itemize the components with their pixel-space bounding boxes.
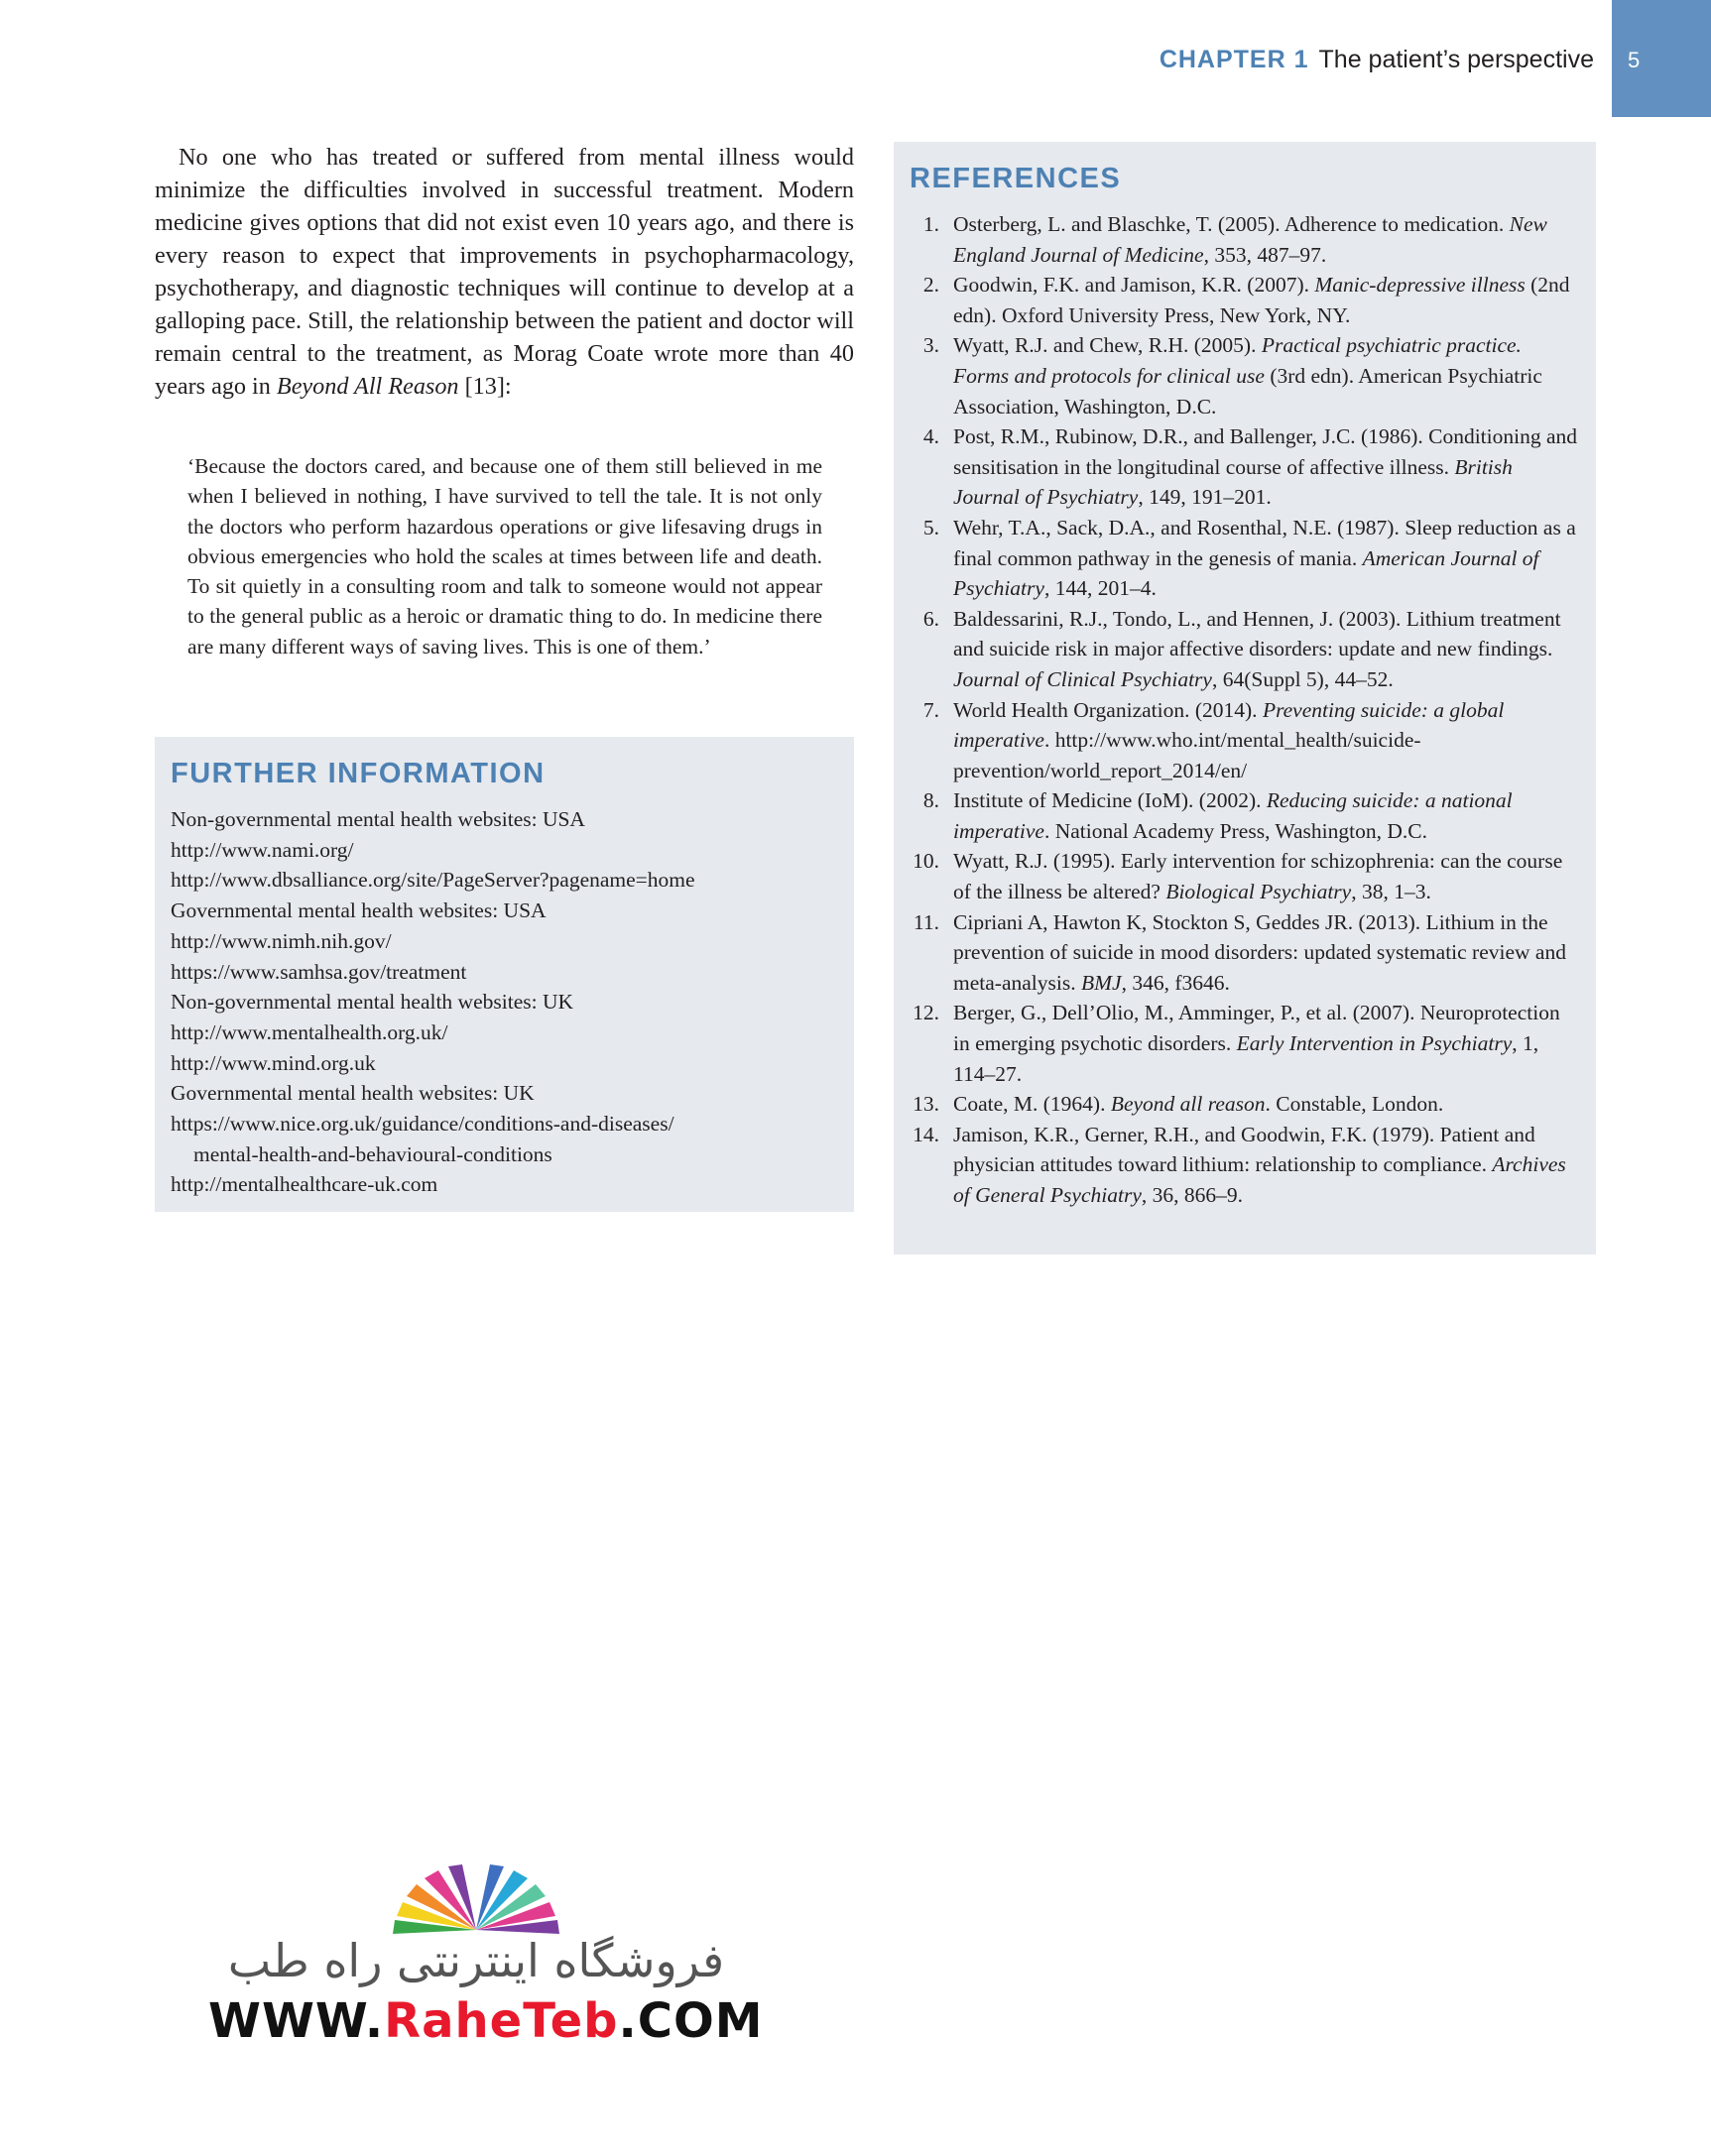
watermark-url-prefix: WWW. — [208, 1993, 385, 2049]
reference-source: British Journal of Psychiatry — [953, 454, 1513, 510]
reference-text: Post, R.M., Rubinow, D.R., and Ballenger, J.C. (1986). Conditioning and sensitisation in the longitudinal course of affective illness. — [953, 424, 1578, 479]
further-information-line[interactable]: http://www.dbsalliance.org/site/PageServer?pagename=home — [171, 868, 695, 893]
further-information-line: mental-health-and-behavioural-conditions — [193, 1141, 552, 1166]
watermark-url-suffix: .COM — [618, 1993, 764, 2049]
reference-details: , 149, 191–201. — [1138, 485, 1272, 510]
reference-text: Wyatt, R.J. and Chew, R.H. (2005). — [953, 333, 1262, 358]
reference-item — [910, 330, 1580, 421]
reference-source: Preventing suicide: a global imperative — [953, 697, 1505, 753]
reference-item — [910, 1089, 1580, 1120]
reference-item — [910, 604, 1580, 695]
block-quote: ‘Because the doctors cared, and because one of them still believed in me when I believed in nothing, I have survived to tell the tale. It is not only the doctors who perform hazardous operations or give lifesaving drugs in obvious emergencies who hold the scales at times between life and death. To sit quietly in a consulting room and talk to someone would not appear to the general public as a heroic or dramatic thing to do. In medicine there are many different ways of saving lives. This is one of them.’ — [187, 454, 822, 659]
body-paragraph-book-title: Beyond All Reason — [276, 373, 459, 400]
reference-item — [910, 421, 1580, 513]
reference-item — [910, 513, 1580, 604]
reference-source: BMJ — [1080, 970, 1122, 995]
reference-number: 2. — [922, 273, 939, 298]
reference-text: Coate, M. (1964). — [953, 1092, 1111, 1117]
further-information-line[interactable]: http://www.nami.org/ — [171, 837, 354, 862]
reference-details: , 144, 201–4. — [1043, 576, 1157, 601]
further-information-line[interactable]: http://www.mind.org.uk — [171, 1050, 376, 1075]
reference-source: Early Intervention in Psychiatry — [1236, 1031, 1513, 1056]
reference-text: Wyatt, R.J. (1995). Early intervention for schizophrenia: can the course of the illness be altered? — [953, 849, 1563, 904]
chapter-label: CHAPTER 1 — [1159, 46, 1309, 73]
page-number: 5 — [1628, 48, 1641, 72]
reference-item — [910, 1120, 1580, 1211]
reference-text: Berger, G., Dell’Olio, M., Amminger, P., et al. (2007). Neuroprotection in emerging psychotic disorders. — [953, 1001, 1560, 1056]
watermark-persian-text: فروشگاه اینترنتی راه طب — [227, 1934, 725, 1987]
reference-item — [910, 270, 1580, 330]
reference-details: , 346, f3646. — [1121, 970, 1230, 995]
reference-number: 12. — [913, 1001, 939, 1025]
reference-source: Reducing suicide: a national imperative — [953, 788, 1513, 843]
reference-details: , 353, 487–97. — [1203, 242, 1327, 267]
further-information-line[interactable]: http://www.nimh.nih.gov/ — [171, 928, 392, 953]
further-information-line[interactable]: http://www.mentalhealth.org.uk/ — [171, 1019, 448, 1044]
reference-number: 14. — [913, 1122, 939, 1146]
reference-number: 13. — [913, 1092, 939, 1117]
reference-number: 5. — [922, 515, 939, 539]
running-header — [1160, 42, 1594, 77]
reference-details: (2nd edn). Oxford University Press, New York, NY. — [953, 273, 1570, 327]
reference-item — [910, 846, 1580, 906]
reference-text: World Health Organization. (2014). — [953, 697, 1263, 722]
references-list — [910, 209, 1580, 1211]
reference-number: 3. — [922, 333, 939, 358]
reference-source: New England Journal of Medicine — [953, 212, 1547, 267]
reference-text: Cipriani A, Hawton K, Stockton S, Geddes JR. (2013). Lithium in the prevention of suicide in mood disorders: updated systematic review and meta-analysis. — [953, 909, 1566, 995]
reference-number: 6. — [922, 606, 939, 631]
reference-source: American Journal of Psychiatry — [953, 545, 1539, 601]
further-information-line: Non-governmental mental health websites: UK — [171, 990, 574, 1015]
further-information-line[interactable]: http://mentalhealthcare-uk.com — [171, 1172, 438, 1197]
watermark-logo — [208, 1845, 764, 2083]
reference-details: (3rd edn). American Psychiatric Association, Washington, D.C. — [953, 363, 1542, 419]
further-information-line[interactable]: https://www.nice.org.uk/guidance/conditions-and-diseases/ — [171, 1112, 674, 1137]
further-information-box — [155, 737, 854, 1212]
reference-text: Osterberg, L. and Blaschke, T. (2005). Adherence to medication. — [953, 212, 1510, 236]
open-book-logo-icon — [208, 1845, 744, 1934]
reference-details: , 64(Suppl 5), 44–52. — [1211, 666, 1394, 691]
references-heading: REFERENCES — [910, 163, 1122, 194]
reference-item — [910, 209, 1580, 270]
reference-item — [910, 907, 1580, 999]
reference-source: Manic-depressive illness — [1314, 273, 1526, 298]
reference-item — [910, 998, 1580, 1089]
further-information-list — [171, 804, 838, 1200]
reference-text: Jamison, K.R., Gerner, R.H., and Goodwin, F.K. (1979). Patient and physician attitudes toward lithium: relationship to compliance. — [953, 1122, 1535, 1177]
reference-number: 11. — [913, 909, 939, 934]
watermark-url-brand: RaheTeb — [384, 1993, 619, 2049]
reference-details: . National Academy Press, Washington, D.C. — [1043, 818, 1427, 843]
reference-item — [910, 785, 1580, 846]
reference-details: . http://www.who.int/mental_health/suicide-prevention/world_report_2014/en/ — [953, 728, 1421, 782]
reference-source: Beyond all reason — [1110, 1092, 1266, 1117]
reference-number: 1. — [922, 212, 939, 236]
body-paragraph — [155, 141, 854, 403]
reference-source: Archives of General Psychiatry — [953, 1152, 1566, 1207]
reference-details: , 38, 1–3. — [1351, 880, 1431, 904]
reference-source: Biological Psychiatry — [1165, 880, 1352, 904]
reference-number: 4. — [922, 424, 939, 449]
reference-number: 7. — [922, 697, 939, 722]
reference-text: Goodwin, F.K. and Jamison, K.R. (2007). — [953, 273, 1315, 298]
further-information-line: Governmental mental health websites: UK — [171, 1081, 535, 1106]
reference-text: Baldessarini, R.J., Tondo, L., and Hennen, J. (2003). Lithium treatment and suicide risk in major affective disorders: update and new findings. — [953, 606, 1561, 661]
further-information-line[interactable]: https://www.samhsa.gov/treatment — [171, 959, 467, 984]
reference-details: , 1, 114–27. — [953, 1031, 1539, 1086]
reference-text: Wehr, T.A., Sack, D.A., and Rosenthal, N.E. (1987). Sleep reduction as a final common pathway in the genesis of mania. — [953, 515, 1576, 570]
page-number-tab — [1612, 0, 1711, 117]
reference-source: Journal of Clinical Psychiatry — [953, 666, 1212, 691]
reference-text: Institute of Medicine (IoM). (2002). — [953, 788, 1267, 813]
further-information-line: Non-governmental mental health websites: USA — [171, 807, 585, 831]
references-box — [894, 142, 1596, 1255]
further-information-heading: FURTHER INFORMATION — [171, 758, 546, 789]
reference-details: . Constable, London. — [1265, 1092, 1444, 1117]
watermark-url — [208, 1993, 764, 2049]
reference-source: Practical psychiatric practice. Forms and protocols for clinical use — [953, 333, 1522, 388]
reference-number: 10. — [913, 849, 939, 874]
further-information-line: Governmental mental health websites: USA — [171, 898, 547, 923]
reference-item — [910, 695, 1580, 786]
body-paragraph-citation: [13]: — [458, 373, 512, 400]
reference-details: , 36, 866–9. — [1141, 1183, 1243, 1207]
chapter-title: The patient’s perspective — [1318, 46, 1594, 73]
body-paragraph-text: No one who has treated or suffered from mental illness would minimize the difficulties involved in successful treatment. Modern medicine gives options that did not exist even 10 years ago, and there is every reason to expect that improvements in psychopharmacology, psychotherapy, and diagnostic techniques will continue to develop at a galloping pace. Still, the relationship between the patient and doctor will remain central to the treatment, as Morag Coate wrote more than 40 years ago in — [155, 144, 854, 400]
reference-number: 8. — [922, 788, 939, 813]
